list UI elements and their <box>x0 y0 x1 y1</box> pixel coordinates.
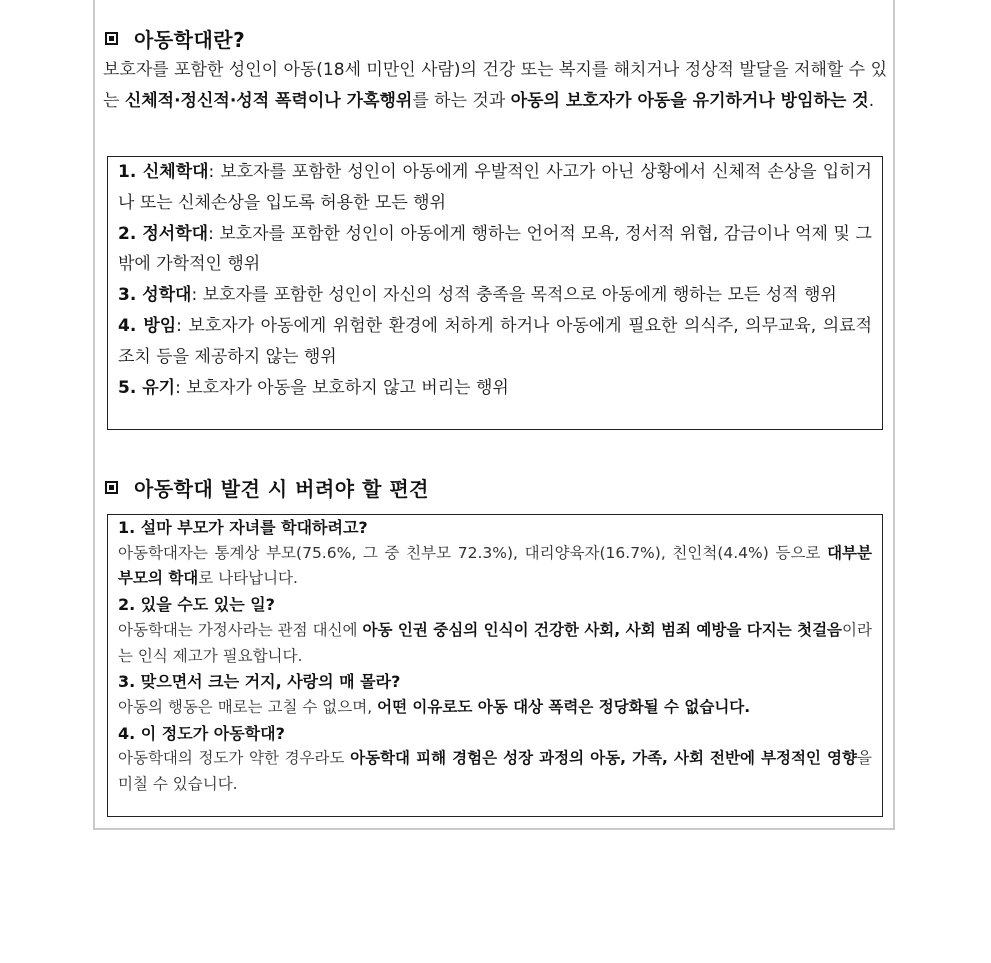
faq-answer-emphasis: 대부분 부모의 학대 <box>118 543 872 588</box>
faq-answer <box>118 541 872 592</box>
abuse-type-desc: : 보호자를 포함한 성인이 아동에게 우발적인 사고가 아닌 상황에서 신체적 손상을 입히거나 또는 신체손상을 입도록 허용한 모든 행위 <box>118 162 872 213</box>
intro-text: 를 하는 것과 <box>412 90 511 111</box>
abuse-type-term: 1. 신체학대 <box>118 162 209 182</box>
intro-text: 보호자를 포함한 성인이 아동(18세 미만인 사람)의 건강 또는 복지를 해치거나 정상적 발달을 저해할 수 있는 <box>103 60 887 111</box>
abuse-type-desc: : 보호자가 아동에게 위험한 환경에 처하게 하거나 아동에게 필요한 의식주, 의무교육, 의료적 조치 등을 제공하지 않는 행위 <box>118 315 872 367</box>
abuse-type-item <box>118 157 872 219</box>
faq-answer-emphasis: 아동학대 피해 경험은 성장 과정의 아동, 가족, 사회 전반에 부정적인 영향 <box>350 749 857 768</box>
faq-answer-text: 을 미칠 수 있습니다. <box>118 749 872 794</box>
abuse-type-term: 4. 방임 <box>118 315 177 336</box>
square-bullet-icon <box>105 32 118 45</box>
faq-answer <box>118 618 872 669</box>
square-bullet-icon <box>105 481 118 494</box>
faq-question: 4. 이 정도가 아동학대? <box>118 723 285 743</box>
faq-answer <box>118 746 872 797</box>
abuse-type-desc: : 보호자가 아동을 보호하지 않고 버리는 행위 <box>175 377 509 398</box>
faq-answer-text: 아동학대는 가정사라는 관점 대신에 <box>118 620 363 639</box>
abuse-type-term: 5. 유기 <box>118 377 176 398</box>
abuse-type-item <box>118 373 872 404</box>
abuse-type-item <box>118 280 872 311</box>
intro-text: . <box>868 90 875 111</box>
intro-emphasis: 신체적·정신적·성적 폭력이나 가혹행위 <box>124 90 413 111</box>
faq-question: 2. 있을 수도 있는 일? <box>118 595 275 615</box>
abuse-type-desc: : 보호자를 포함한 성인이 아동에게 행하는 언어적 모욕, 정서적 위협, 감금이나 억제 및 그 밖에 가학적인 행위 <box>118 223 872 275</box>
section-heading-prejudice <box>105 473 429 502</box>
abuse-types-box <box>107 156 883 430</box>
faq-question: 1. 설마 부모가 자녀를 학대하려고? <box>118 518 368 537</box>
definition-paragraph <box>103 55 887 116</box>
intro-emphasis: 아동의 보호자가 아동을 유기하거나 방임하는 것 <box>510 90 869 111</box>
faq-answer-text: 이라는 인식 제고가 필요합니다. <box>118 620 872 665</box>
faq-answer-text: 로 나타납니다. <box>198 569 298 588</box>
abuse-type-desc: : 보호자를 포함한 성인이 자신의 성적 충족을 목적으로 아동에게 행하는 모든 성적 행위 <box>191 285 837 306</box>
abuse-type-term: 2. 정서학대 <box>118 223 209 244</box>
prejudice-faq-box <box>107 514 883 817</box>
abuse-type-item <box>118 219 872 281</box>
abuse-type-item <box>118 311 872 373</box>
section-title: 아동학대 발견 시 버려야 할 편견 <box>134 477 429 501</box>
section-heading-definition <box>105 24 245 53</box>
faq-answer-text: 아동의 행동은 매로는 고칠 수 없으며, <box>118 697 378 716</box>
faq-answer-text: 아동학대의 정도가 약한 경우라도 <box>118 749 351 768</box>
faq-question: 3. 맞으면서 크는 거지, 사랑의 매 몰라? <box>118 672 401 692</box>
faq-answer-emphasis: 어떤 이유로도 아동 대상 폭력은 정당화될 수 없습니다. <box>377 697 751 716</box>
faq-answer <box>118 695 872 721</box>
abuse-type-term: 3. 성학대 <box>118 285 192 306</box>
faq-answer-text: 아동학대자는 통계상 부모(75.6%, 그 중 친부모 72.3%), 대리양육자(16.7%), 친인척(4.4%) 등으로 <box>118 543 828 562</box>
faq-answer-emphasis: 아동 인권 중심의 인식이 건강한 사회, 사회 범죄 예방을 다지는 첫걸음 <box>362 620 843 639</box>
section-title: 아동학대란? <box>134 28 246 52</box>
